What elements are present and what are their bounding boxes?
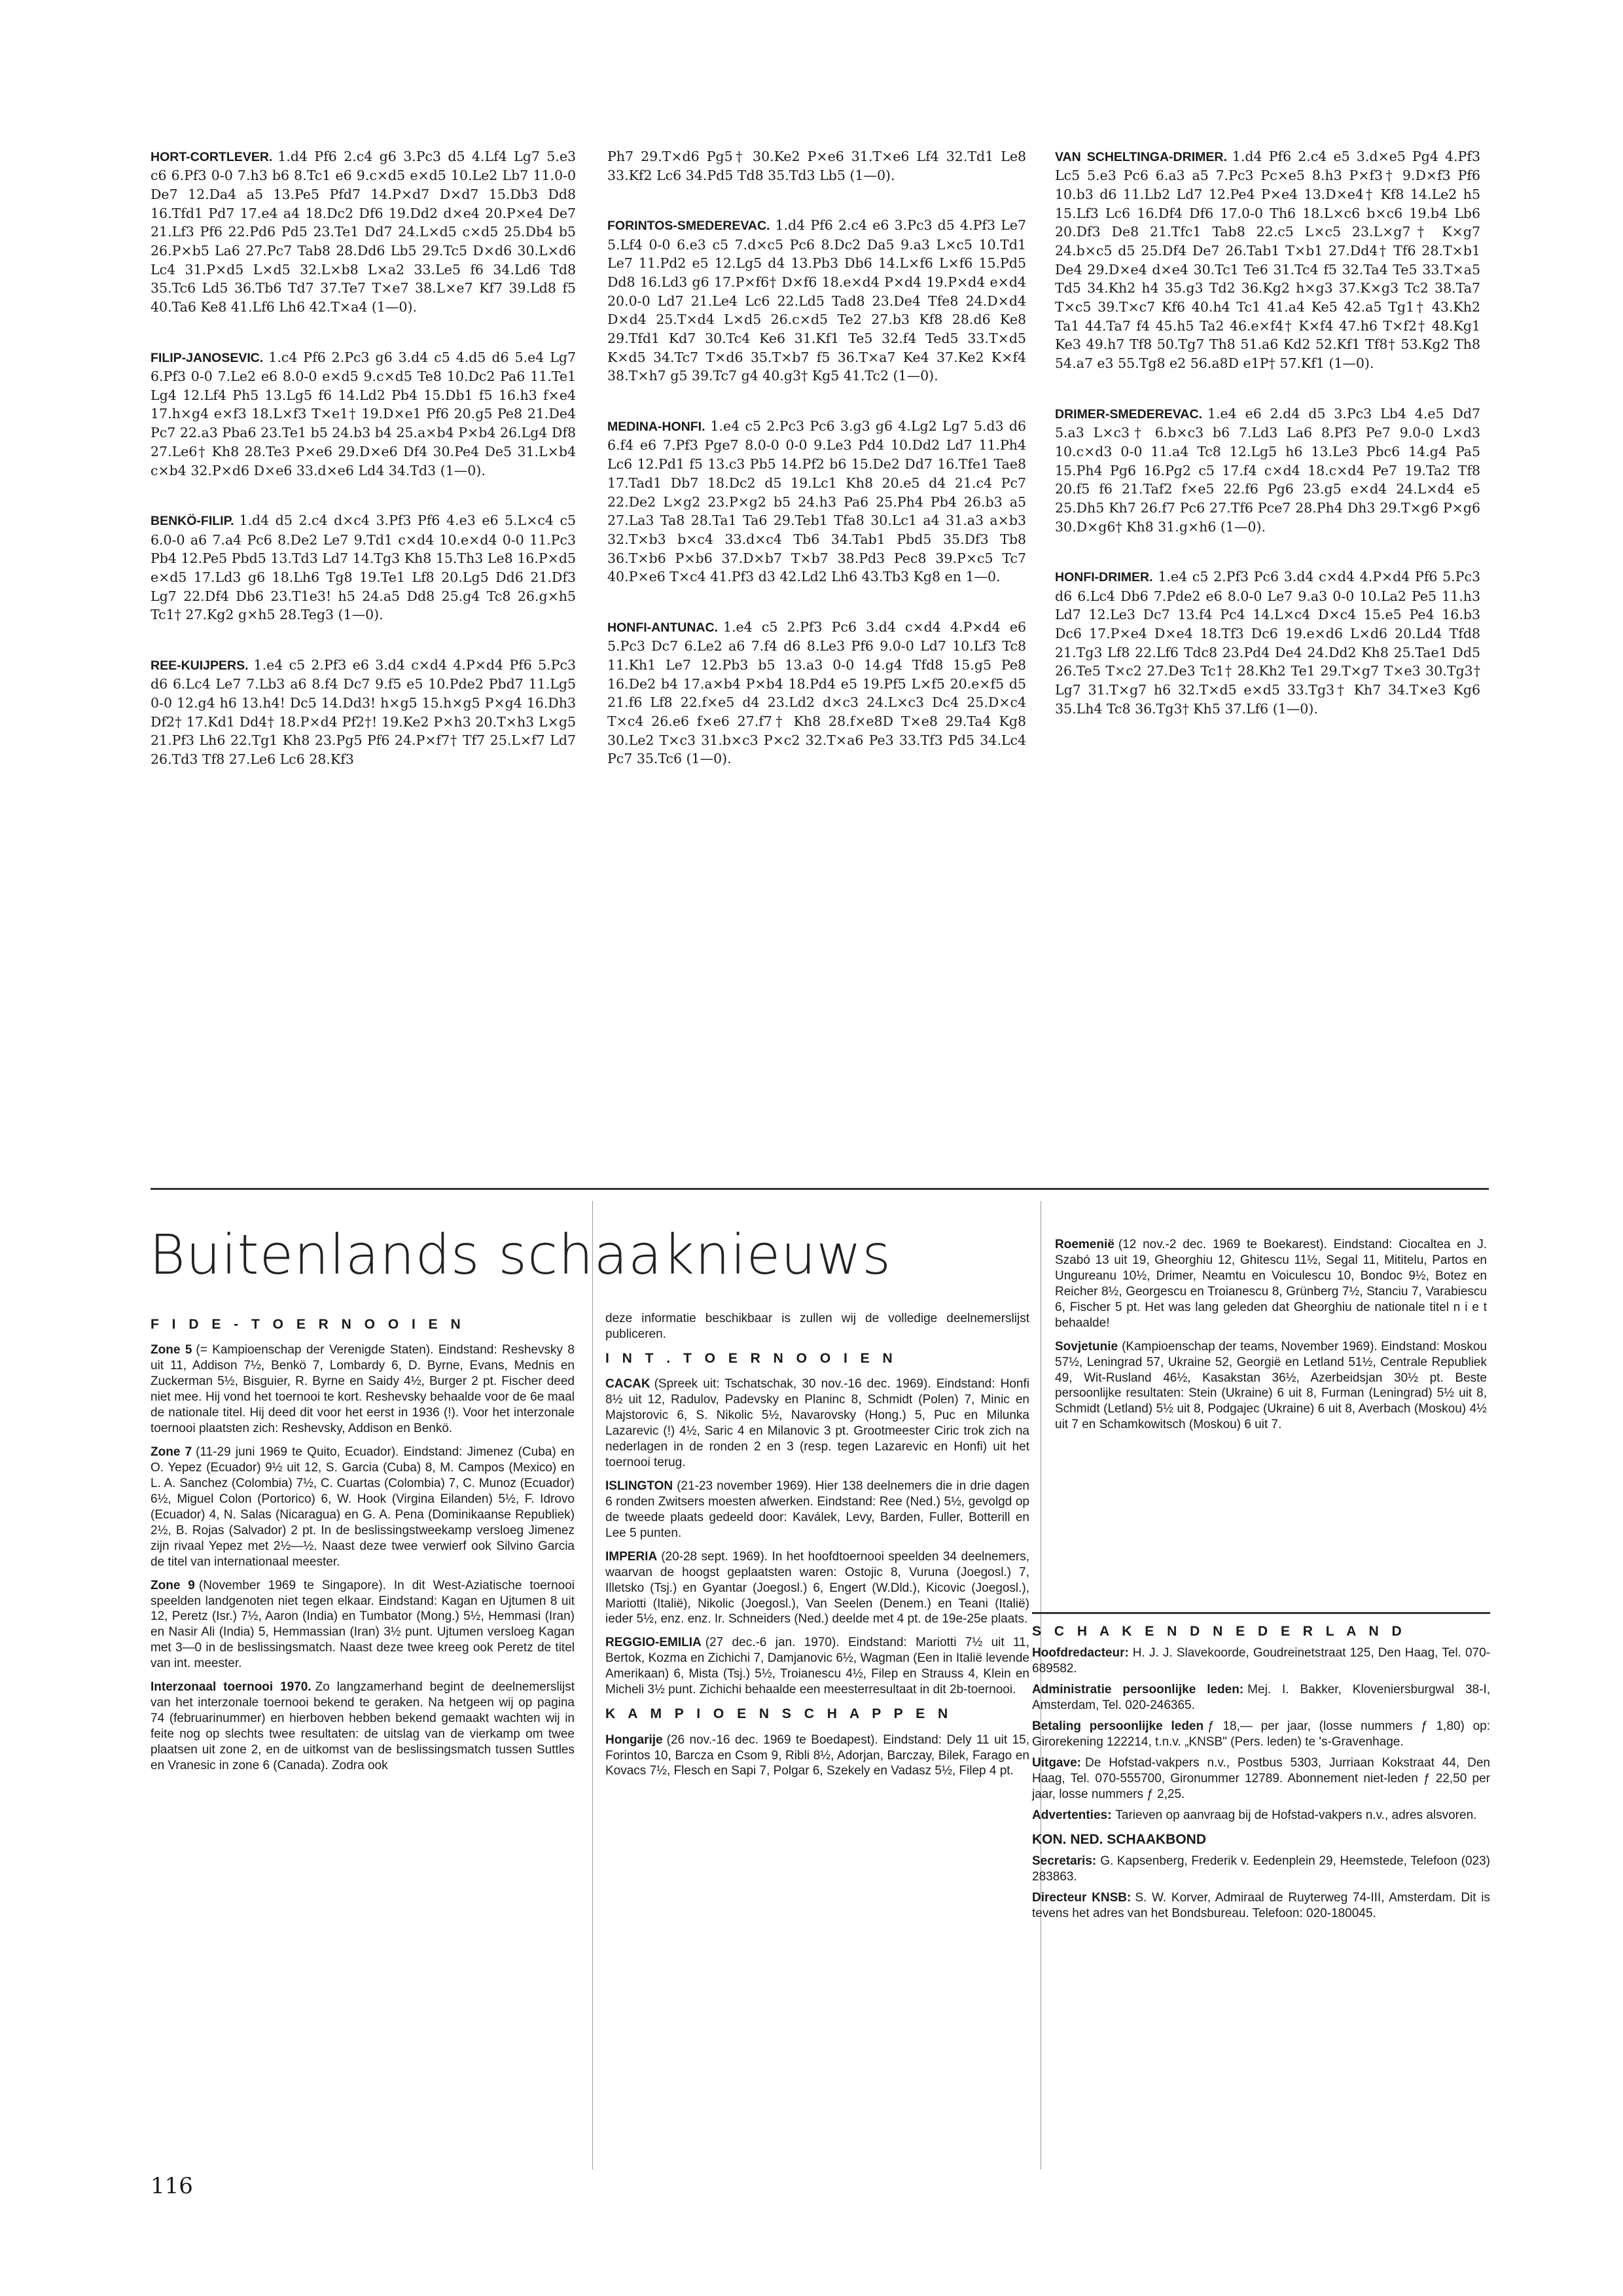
game-entry [607,618,1026,768]
colophon-text: Mej. I. Bakker, Kloveniersburgwal 38-I, Amsterdam, Tel. 020-246365. [1032,1683,1491,1713]
section-heading: I N T . T O E R N O O I E N [605,1350,897,1366]
news-item-label: Zone 7 [151,1445,192,1460]
news-item [151,1342,575,1437]
game-moves: 1.e4 e6 2.d4 d5 3.Pc3 Lb4 4.e5 Dd7 5.a3 L×c3† 6.b×c3 b6 7.Ld3 La6 8.Pf3 Pe7 9.0-0 L×d3 10.c×d3 0-0 11.a4 Tc8 12.Lg5 h6 13.Le3 Pbc6 14.g4 Pa5 15.Ph4 Pg6 16.Pg2 c5 17.f4 c×d4 18.c×d4 Pe7 19.Ta2 Tf8 20.f5 f6 21.Taf2 f×e5 22.f6 Pg6 23.g5 e×d4 24.L×d4 e5 25.Dh5 Kh7 26.f7 Pc6 27.Tf6 Pce7 28.Ph4 Dh3 29.T×g6 P×g6 30.D×g6† Kh8 31.g×h6 (1—0). [1055,405,1480,535]
news-item-label: Interzonaal toernooi 1970. [151,1680,312,1695]
game-entry [151,348,576,480]
news-item-label: Roemenië [1055,1238,1115,1251]
news-item-text: (21-23 november 1969). Hier 138 deelnemers die in drie dagen 6 ronden Zwitsers moesten afwerken. Eindstand: Ree (Ned.) 5½, gevolgd op de tweede plaats gedeeld door: Kaválek, Levy, Barden, Fuller, Botterill en Lee 5 punten. [605,1479,1029,1540]
news-item-label: ISLINGTON [605,1479,673,1493]
games-column-1 [151,147,576,800]
colophon-item [1032,1890,1490,1922]
colophon-item [1032,1719,1490,1750]
page-title: Buitenlands schaaknieuws [149,1223,892,1287]
game-entry [1055,567,1480,718]
game-entry [1055,404,1480,536]
news-column-3 [1055,1237,1487,1441]
news-item [151,1679,575,1774]
game-entry [151,656,576,769]
game-entry [1055,147,1480,373]
game-header: MEDINA-HONFI. [607,420,705,435]
colophon-text: H. J. J. Slavekoorde, Goudreinetstraat 125, Den Haag, Tel. 070-689582. [1032,1646,1490,1676]
news-item-text: (= Kampioenschap der Verenigde Staten). Eindstand: Reshevsky 8 uit 11, Addison 7½, Benkö 7, Lombardy 6, D. Byrne, Evans, Mednis en Zuckerman 5½, Bisguier, R. Byrne en Saidy 4½, Burger 2 pt. Fischer deed niet mee. Hij vond het toernooi te kort. Reshevsky behaalde voor de 6e maal de nationale titel. Hij deed dit voor het eerst in 1936 (!). Voor het interzonale toernooi plaatsten zich: Reshevsky, Addison en Benkö. [151,1343,575,1436]
colophon-label: Administratie persoonlijke leden: [1032,1683,1244,1697]
game-moves: 1.d4 Pf6 2.c4 e5 3.d×e5 Pg4 4.Pf3 Lc5 5.e3 Pc6 6.a3 a5 7.Pc3 Pc×e5 8.h3 P×f3† 9.D×f3 Pf6 10.b3 d6 11.Lb2 Ld7 12.Pe4 P×e4 13.D×e4† Kf8 14.Le2 h5 15.Lf3 Lc6 16.Df4 Df6 17.0-0 Th6 18.L×c6 b×c6 19.b4 Lb6 20.Df3 De8 21.Tfc1 Tab8 22.c5 L×c5 23.L×g7† K×g7 24.b×c5 d5 25.Df4 De7 26.Tab1 T×b1 27.Dd4† Tf6 28.T×b1 De4 29.D×e4 d×e4 30.Tc1 Te6 31.Tc4 f5 32.Ta4 Te5 33.T×a5 Td5 34.Kh2 h4 35.g3 Td2 36.Kg2 h×g3 37.K×g3 Tc2 38.Ta7 T×c5 39.T×c7 Kf6 40.h4 Tc1 41.a4 Ke5 42.a5 Tg1† 43.Kh2 Ta1 44.Ta7 f4 45.h5 Ta2 46.e×f4† K×f4 47.h6 T×f2† 48.Kg1 Ke3 49.h7 Tf8 50.Tg7 Th8 51.a6 Kd2 52.Kf1 Tf8† 53.Kg2 Th8 54.a7 e3 55.Tg8 e2 56.a8D e1P† 57.Kf1 (1—0). [1055,149,1480,372]
colophon-text: Tarieven op aanvraag bij de Hofstad-vakpers n.v., adres alsvoren. [1115,1808,1477,1822]
game-header: HONFI-ANTUNAC. [607,620,718,635]
colophon-item [1032,1755,1490,1803]
colophon-heading: S C H A K E N D N E D E R L A N D [1032,1624,1406,1639]
games-column-3 [1055,147,1480,749]
game-header: HONFI-DRIMER. [1055,570,1153,585]
game-entry [607,417,1026,586]
colophon-label: Hoofdredacteur: [1032,1646,1129,1660]
news-item-label: REGGIO-EMILIA [605,1636,702,1650]
game-header: FILIP-JANOSEVIC. [151,350,264,365]
colophon-label: Betaling persoonlijke leden [1032,1719,1204,1734]
section-heading: F I D E - T O E R N O O I E N [151,1317,465,1332]
game-moves: 1.c4 Pf6 2.Pc3 g6 3.d4 c5 4.d5 d6 5.e4 Lg7 6.Pf3 0-0 7.Le2 e6 8.0-0 e×d5 9.c×d5 Te8 10.Dc2 Pa6 11.Te1 Lg4 12.Lf4 Ph5 13.Lg5 f6 14.Ld2 Pb4 15.Db1 f5 16.h3 f×e4 17.h×g4 e×f3 18.L×f3 T×e1† 19.D×e1 Pf6 20.g5 Pe8 21.De4 Pc7 22.a3 Pba6 23.Te1 b5 24.b3 b4 25.a×b4 P×b4 26.Lg4 Df8 27.Le6† Kh8 28.Te3 P×e6 29.D×e6 Df4 30.Pe4 De5 31.L×b4 c×b4 32.P×d6 D×e6 33.d×e6 Ld4 34.Td3 (1—0). [151,349,576,478]
colophon-text: S. W. Korver, Admiraal de Ruyterweg 74-III, Amsterdam. Dit is tevens het adres van het Bondsbureau. Telefoon: 020-180045. [1032,1891,1490,1921]
game-header: DRIMER-SMEDEREVAC. [1055,406,1202,422]
game-moves: 1.e4 c5 2.Pc3 Pc6 3.g3 g6 4.Lg2 Lg7 5.d3 d6 6.f4 e6 7.Pf3 Pge7 8.0-0 0-0 9.Le3 Pd4 10.Dd2 Ld7 11.Ph4 Lc6 12.Pd1 f5 13.c3 Pb5 14.Pf2 b6 15.De2 Dd7 16.Tfe1 Tae8 17.Tad1 Db7 18.Dc2 d5 19.Lc1 Kh8 20.e5 d4 21.c4 Pc7 22.De2 L×g2 23.P×g2 b5 24.h3 Pa6 25.Ph4 Pb4 26.b3 a5 27.La3 Ta8 28.Ta1 Ta6 29.Teb1 Tfa8 30.Lc1 a4 31.a3 a×b3 32.T×b3 b×c4 33.d×c4 Tb6 34.Tab1 Pbd5 35.Df3 Tb8 36.T×b6 P×b6 37.D×b7 T×b7 38.Pd3 Pec8 39.P×c5 Tc7 40.P×e6 T×c4 41.Pf3 d3 42.Ld2 Lh6 43.Tb3 Kg8 en 1—0. [607,418,1026,585]
news-item [151,1444,575,1570]
game-header: REE-KUIJPERS. [151,658,249,673]
games-column-2 [607,147,1026,800]
news-item-label: Sovjetunie [1055,1339,1118,1354]
news-item [605,1376,1029,1471]
game-header: HORT-CORTLEVER. [151,150,273,164]
news-column-1 [151,1311,575,1782]
news-item [151,1578,575,1672]
game-entry [151,511,576,624]
colophon-label: Advertenties: [1032,1808,1112,1822]
colophon-label: Secretaris: [1032,1854,1097,1869]
game-entry [607,216,1026,386]
news-item-text: (November 1969 te Singapore). In dit West-Aziatische toernooi speelden landgenoten niet tegen elkaar. Eindstand: Kagan en Ujtumen 8 uit 12, Peretz (Isr.) 7½, Aaron (India) en Tumbator (Mong.) 5½, Hemmasi (Iran) en Nasir Ali (India) 5, Hemmassian (Iran) 3½ punt. Ujtumen versloeg Kagan met 3—0 in de beslissingsmatch. Naast deze twee kreeg ook Peretz de titel van int. meester. [151,1578,575,1671]
game-entry [607,147,1026,185]
game-entry [151,147,576,317]
game-header: FORINTOS-SMEDEREVAC. [607,219,770,234]
news-item [605,1635,1029,1698]
page-number: 116 [151,2173,193,2199]
colophon-label: Directeur KNSB: [1032,1891,1132,1905]
colophon-heading: KON. NED. SCHAAKBOND [1032,1831,1207,1847]
news-item-label: CACAK [605,1377,651,1391]
colophon-text: G. Kapsenberg, Frederik v. Eedenplein 29, Heemstede, Telefoon (023) 283863. [1032,1854,1490,1884]
news-item-text: (27 dec.-6 jan. 1970). Eindstand: Mariotti 7½ uit 11, Bertok, Kozma en Zichichi 7, Damjanovic 6½, Wagman (Een in Italië levende Amerikaan) 6, Mista (Tsj.) 5½, Troianescu 4½, Filep en Strauss 4, Klein en Micheli 3½ punt. Zichichi behaalde een meesterresultaat in dit 2b-toernooi. [605,1636,1029,1697]
news-item [605,1479,1029,1541]
game-moves: 1.e4 c5 2.Pf3 e6 3.d4 c×d4 4.P×d4 Pf6 5.Pc3 d6 6.Lc4 Le7 7.Lb3 a6 8.f4 Dc7 9.f5 e5 10.Pde2 Pbd7 11.Lg5 0-0 12.g4 h6 13.h4! Dc5 14.Dd3! h×g5 15.h×g5 P×g4 16.Dh3 Df2† 17.Kd1 Dd4† 18.P×d4 Pf2†! 19.Ke2 P×h3 20.T×h3 L×g5 21.Pf3 Lh6 22.Tg1 Kh8 23.Pg5 Pf6 24.P×f7† Tf7 25.L×f7 Ld7 26.Td3 Tf8 27.Le6 Lc6 28.Kf3 [151,656,576,767]
news-item-label: IMPERIA [605,1549,658,1564]
news-item-label: Hongarije [605,1732,663,1747]
section-divider [151,1188,1489,1190]
news-item-label: Zone 5 [151,1343,192,1357]
news-item-text: (20-28 sept. 1969). In het hoofdtoernooi speelden 34 deelnemers, waarvan de hoogst geplaatsten waren: Ostojic 8, Vuruna (Joegosl.) 7, Illetsko (Tsj.) en Gyantar (Joegosl.) 6, Engert (W.Dld.), Kicovic (Joegosl.), Mariotti (Italië), Nikolic (Joegosl.), Van Seelen (Denem.) en Teani (Italië) ieder 5½, enz. enz. Ir. Schneiders (Ned.) deelde met 4 pt. de 19e-25e plaats. [605,1549,1029,1626]
colophon-item [1032,1682,1490,1713]
news-intro: deze informatie beschikbaar is zullen wij de volledige deelnemerslijst publiceren. [605,1312,1029,1341]
news-item-text: (Kampioenschap der teams, November 1969). Eindstand: Moskou 57½, Leningrad 57, Ukraine 52, Georgië en Letland 51½, Centrale Republiek 49, Wit-Rusland 46½, Kasakstan 36½, Azerbeidsjan 30½ pt. Beste persoonlijke resultaten: Stein (Ukraine) 6 uit 8, Furman (Leningrad) 5½ uit 8, Schmidt (Letland) 5½ uit 8, Podgajec (Ukraine) 6 uit 8, Averbach (Moskou) 4½ uit 7 en Schamkowitsch (Moskou) 6 uit 7. [1055,1339,1487,1432]
news-item [1055,1237,1487,1331]
colophon-box [1032,1612,1490,2203]
game-header: VAN SCHELTINGA-DRIMER. [1055,150,1227,164]
news-item-text: Zo langzamerhand begint de deelnemerslijst van het interzonale toernooi bekend te geraken. Na hetgeen wij op pagina 74 (februarinummer) en hierboven hebben bekend gemaakt wachten wij in feite nog op slechts twee resultaten: de uitslag van de vierkamp om twee plaatsen uit zone 2, en de uitkomst van de beslissingsmatch tussen Suttles en Vranesic in zone 6 (Canada). Zodra ook [151,1680,575,1772]
news-item-label: Zone 9 [151,1578,195,1592]
section-heading: K A M P I O E N S C H A P P E N [605,1706,953,1722]
news-column-2 [605,1311,1029,1787]
game-moves: Ph7 29.T×d6 Pg5† 30.Ke2 P×e6 31.T×e6 Lf4 32.Td1 Le8 33.Kf2 Lc6 34.Pd5 Td8 35.Td3 Lb5 (1—0). [607,149,1026,183]
game-moves: 1.e4 c5 2.Pf3 Pc6 3.d4 c×d4 4.P×d4 e6 5.Pc3 Dc7 6.Le2 a6 7.f4 d6 8.Le3 Pf6 9.0-0 Ld7 10.Lf3 Tc8 11.Kh1 Le7 12.Pb3 b5 13.a3 0-0 14.g4 Tfd8 15.g5 Pe8 16.De2 b4 17.a×b4 P×b4 18.Pd4 e5 19.Pf5 L×f5 20.e×f5 d5 21.f6 Lf8 22.f×e5 d4 23.Ld2 d×c3 24.L×c3 Dc4 25.D×c4 T×c4 26.e6 f×e6 27.f7† Kh8 28.f×e8D T×e8 29.Ta4 Kg8 30.Le2 T×c3 31.b×c3 P×c2 32.T×a6 Pe3 33.Tf3 Pd5 34.Lc4 Pc7 35.Tc6 (1—0). [607,619,1026,767]
game-moves: 1.d4 Pf6 2.c4 g6 3.Pc3 d5 4.Lf4 Lg7 5.e3 c6 6.Pf3 0-0 7.h3 b6 8.Tc1 e6 9.c×d5 e×d5 10.Le2 Lb7 11.0-0 De7 12.Da4 a5 13.Pe5 Pfd7 14.P×d7 D×d7 15.Db3 Dd8 16.Tfd1 Pd7 17.e4 a4 18.Dc2 Df6 19.Dd2 d×e4 20.P×e4 De7 21.Lf3 Pf6 22.Pd6 Pd5 23.Te1 Dd7 24.L×d5 c×d5 25.Db4 b5 26.P×b5 La6 27.Pc7 Tab8 28.Dd6 Lb5 29.Tc5 D×d6 30.L×d6 Lc4 31.P×d5 L×d5 32.L×b8 L×a2 33.Le5 f6 34.Ld6 Td8 35.Tc6 Ld5 36.Tb6 Td7 37.Te7 T×e7 38.L×e7 Kf7 39.Ld8 f5 40.Ta6 Ke8 41.Lf6 Lh6 42.T×a4 (1—0). [151,149,576,315]
news-item [605,1732,1029,1780]
column-rule [592,1201,593,2170]
colophon-item [1032,1808,1490,1823]
news-item-text: (11-29 juni 1969 te Quito, Ecuador). Eindstand: Jimenez (Cuba) en O. Yepez (Ecuador) 9½ uit 12, S. Garcia (Cuba) 8, M. Campos (Mexico) en L. A. Sanchez (Colombia) 7½, C. Cuartas (Colombia) 7, C. Munoz (Ecuador) 6½, Miguel Colon (Portorico) 6, W. Hook (Virgina Eilanden) 5½, F. Idrovo (Ecuador) 4, N. Salas (Nicaragua) en G. A. Pena (Dominikaanse Republiek) 2½, B. Rojas (Salvador) 2 pt. In de beslissingstweekamp versloeg Jimenez zijn rivaal Yepez met 2½—½. Naast deze twee verwierf ook Silvino Garcia de titel van internationaal meester. [151,1445,575,1569]
news-item [605,1549,1029,1628]
colophon-label: Uitgave: [1032,1756,1081,1770]
news-item-text: (Spreek uit: Tschatschak, 30 nov.-16 dec. 1969). Eindstand: Honfi 8½ uit 12, Radulov, Padevsky en Planinc 8, Schmidt (Polen) 7, Minic en Majstorovic 6, S. Nikolic 5½, Navarovsky (Hong.) 5, Puc en Milunka Lazarevic (!) 4½, Saric 4 en Milanovic 3 pt. Grootmeester Ciric trok zich na nederlagen in de ronden 2 en 3 (resp. tegen Lazarevic en Honfi) uit het toernooi terug. [605,1377,1029,1470]
colophon-text: De Hofstad-vakpers n.v., Postbus 5303, Jurriaan Kokstraat 44, Den Haag, Tel. 070-555700, Gironummer 12789. Abonnement niet-leden ƒ 22,50 per jaar, losse nummers ƒ 2,25. [1032,1756,1490,1801]
news-item-text: (12 nov.-2 dec. 1969 te Boekarest). Eindstand: Ciocaltea en J. Szabó 13 uit 19, Gheorghiu 12, Ghitescu 11½, Segal 11, Mititelu, Partos en Ungureanu 10½, Drimer, Neamtu en Voiculescu 10, Bondoc 9½, Botez en Reicher 8½, Georgescu en Troianescu 8, Grünberg 7½, Stanciu 7, Varabiescu 6, Fischer 5 pt. Het was lang geleden dat Gheorghiu de nationale titel n i e t behaalde! [1055,1238,1487,1330]
news-item-text: (26 nov.-16 dec. 1969 te Boedapest). Eindstand: Dely 11 uit 15, Forintos 10, Barcza en Csom 9, Ribli 8½, Adorjan, Barczay, Bilek, Farago en Kovacs 7½, Flesch en Sapi 7, Polgar 6, Szekely en Vadasz 5½, Filep 4 pt. [605,1732,1029,1778]
colophon-item [1032,1645,1490,1677]
game-moves: 1.e4 c5 2.Pf3 Pc6 3.d4 c×d4 4.P×d4 Pf6 5.Pc3 d6 6.Lc4 Db6 7.Pde2 e6 8.0-0 Le7 9.a3 0-0 10.La2 Pe5 11.h3 Ld7 12.Le3 Dc7 13.f4 Pc4 14.L×c4 D×c4 15.e5 Pe4 16.b3 Dc6 17.P×e4 D×e4 18.Tf3 Dc6 19.e×d6 L×d6 20.Ld4 Tfd8 21.Tg3 Lf8 22.Lf6 Tdc8 23.Pd4 De4 24.Dd2 Kh8 25.Tae1 Dd5 26.Te5 T×c2 27.De3 Tc1† 28.Kh2 Te1 29.T×g7 T×e3 30.Tg3† Lg7 31.T×g7 h6 32.T×d5 e×d5 33.Tg3† Kh7 34.T×e3 Kg6 35.Lh4 Tc8 36.Tg3† Kh5 37.Lf6 (1—0). [1055,569,1480,717]
game-moves: 1.d4 d5 2.c4 d×c4 3.Pf3 Pf6 4.e3 e6 5.L×c4 c5 6.0-0 a6 7.a4 Pc6 8.De2 Le7 9.Td1 c×d4 10.e×d4 0-0 11.Pc3 Pb4 12.Pe5 Pbd5 13.Td3 Ld7 14.Tg3 Kh8 15.Th3 Le8 16.P×d5 e×d5 17.Ld3 g6 18.Lh6 Tg8 19.Te1 Lf8 20.Lg5 Dd6 21.Df3 Lg7 22.Df4 Db6 23.T1e3! h5 24.a5 Dd8 25.g4 Tc8 26.g×h5 Tc1† 27.Kg2 g×h5 28.Teg3 (1—0). [151,512,576,623]
colophon-text: ƒ 18,— per jaar, (losse nummers ƒ 1,80) op: Girorekening 122214, t.n.v. „KNSB" (Pers. leden) te 's-Gravenhage. [1032,1719,1491,1749]
colophon-item [1032,1854,1490,1885]
game-moves: 1.d4 Pf6 2.c4 e6 3.Pc3 d5 4.Pf3 Le7 5.Lf4 0-0 6.e3 c5 7.d×c5 Pc6 8.Dc2 Da5 9.a3 L×c5 10.Td1 Le7 11.Pd2 e5 12.Lg5 d4 13.Pb3 Db6 14.L×f6 L×f6 15.Pd5 Dd8 16.Ld3 g6 17.P×f6† D×f6 18.e×d4 P×d4 19.P×d4 e×d4 20.0-0 Ld7 21.Le4 Lc6 22.Ld5 Tad8 23.De4 Tfe8 24.D×d4 D×d4 25.T×d4 L×d5 26.c×d5 Te2 27.b3 Kf8 28.d6 Ke8 29.Tfd1 Kd7 30.Tc4 Ke6 31.Kf1 Te5 32.f4 Ted5 33.T×d5 K×d5 34.Tc7 T×d6 35.T×b7 f5 36.T×a7 Ke4 37.Ke2 K×f4 38.T×h7 g5 39.Tc7 g4 40.g3† Kg5 41.Tc2 (1—0). [607,217,1026,384]
news-item [1055,1339,1487,1433]
game-header: BENKÖ-FILIP. [151,514,234,529]
